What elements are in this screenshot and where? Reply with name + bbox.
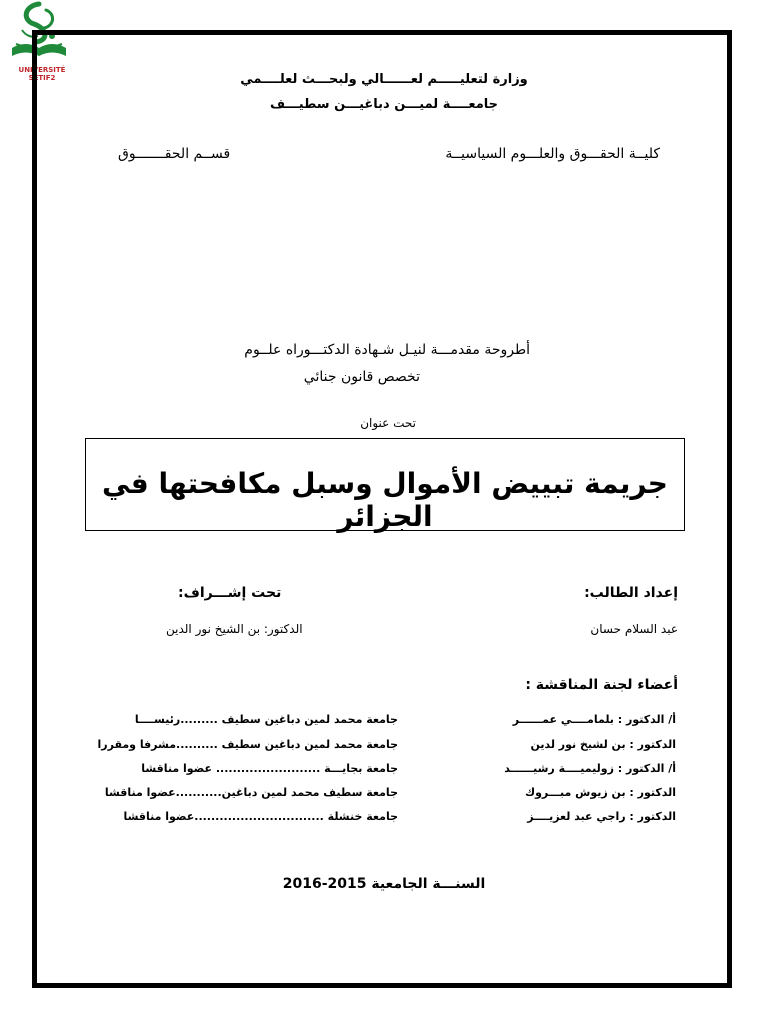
committee-member-name: الدكتور : راجي عبد لعزيــــز [527, 810, 676, 823]
student-name: عبد السلام حسان [590, 622, 678, 636]
department-name: قســم الحقـــــــوق [118, 146, 231, 162]
committee-member-affiliation: جامعة خنشلة ...............................عضوا مناقشا [123, 810, 398, 823]
committee-member-name: الدكتور : بن لشيخ نور لدين [530, 738, 676, 751]
committee-label: أعضاء لجنة المناقشة : [525, 677, 678, 693]
university-line: جامعــــة لميـــن دباغيـــن سطيـــف [269, 97, 499, 112]
supervision-label: تحت إشـــراف: [178, 585, 282, 601]
committee-member-affiliation: جامعة محمد لمين دباغين سطيف .........رئيســــا [134, 713, 398, 726]
ministry-line: وزارة لتعليـــــم لعــــــالي ولبحـــث لعلــــمي [240, 72, 528, 87]
logo-caption: UNIVERSITÉ SÉTIF2 [18, 66, 66, 82]
thesis-specialty: تخصص قانون جنائي [303, 369, 420, 385]
committee-member-name: أ/ الدكتور : زوليميــــة رشيــــــد [504, 762, 676, 775]
academic-year: السنـــة الجامعية 2015-2016 [282, 876, 486, 892]
prepared-by-label: إعداد الطالب: [584, 585, 678, 601]
committee-member-name: أ/ الدكتور : بلمامــــي عمــــــر [512, 713, 676, 726]
supervisor-name: الدكتور: بن الشيخ نور الدين [166, 622, 303, 636]
committee-member-affiliation: جامعة سطيف محمد لمين دباغين...........عضوا مناقشا [104, 786, 398, 799]
thesis-type: أطروحة مقدمـــة لنيـل شـهادة الدكتـــوراه علــوم [244, 342, 530, 358]
thesis-title: جريمة تبييض الأموال وسبل مكافحتها في الجزائر [102, 467, 668, 533]
committee-member-affiliation: جامعة بجايـــة ......................... عضوا مناقشا [141, 762, 398, 775]
committee-member-affiliation: جامعة محمد لمين دباغين سطيف ..........مشرفا ومقررا [97, 738, 398, 751]
committee-member-name: الدكتور : بن زيوش مبـــروك [525, 786, 676, 799]
faculty-name: كليــة الحقـــوق والعلـــوم السياسيــة [445, 146, 660, 162]
title-box [85, 438, 685, 531]
under-title-label: تحت عنوان [360, 416, 416, 430]
